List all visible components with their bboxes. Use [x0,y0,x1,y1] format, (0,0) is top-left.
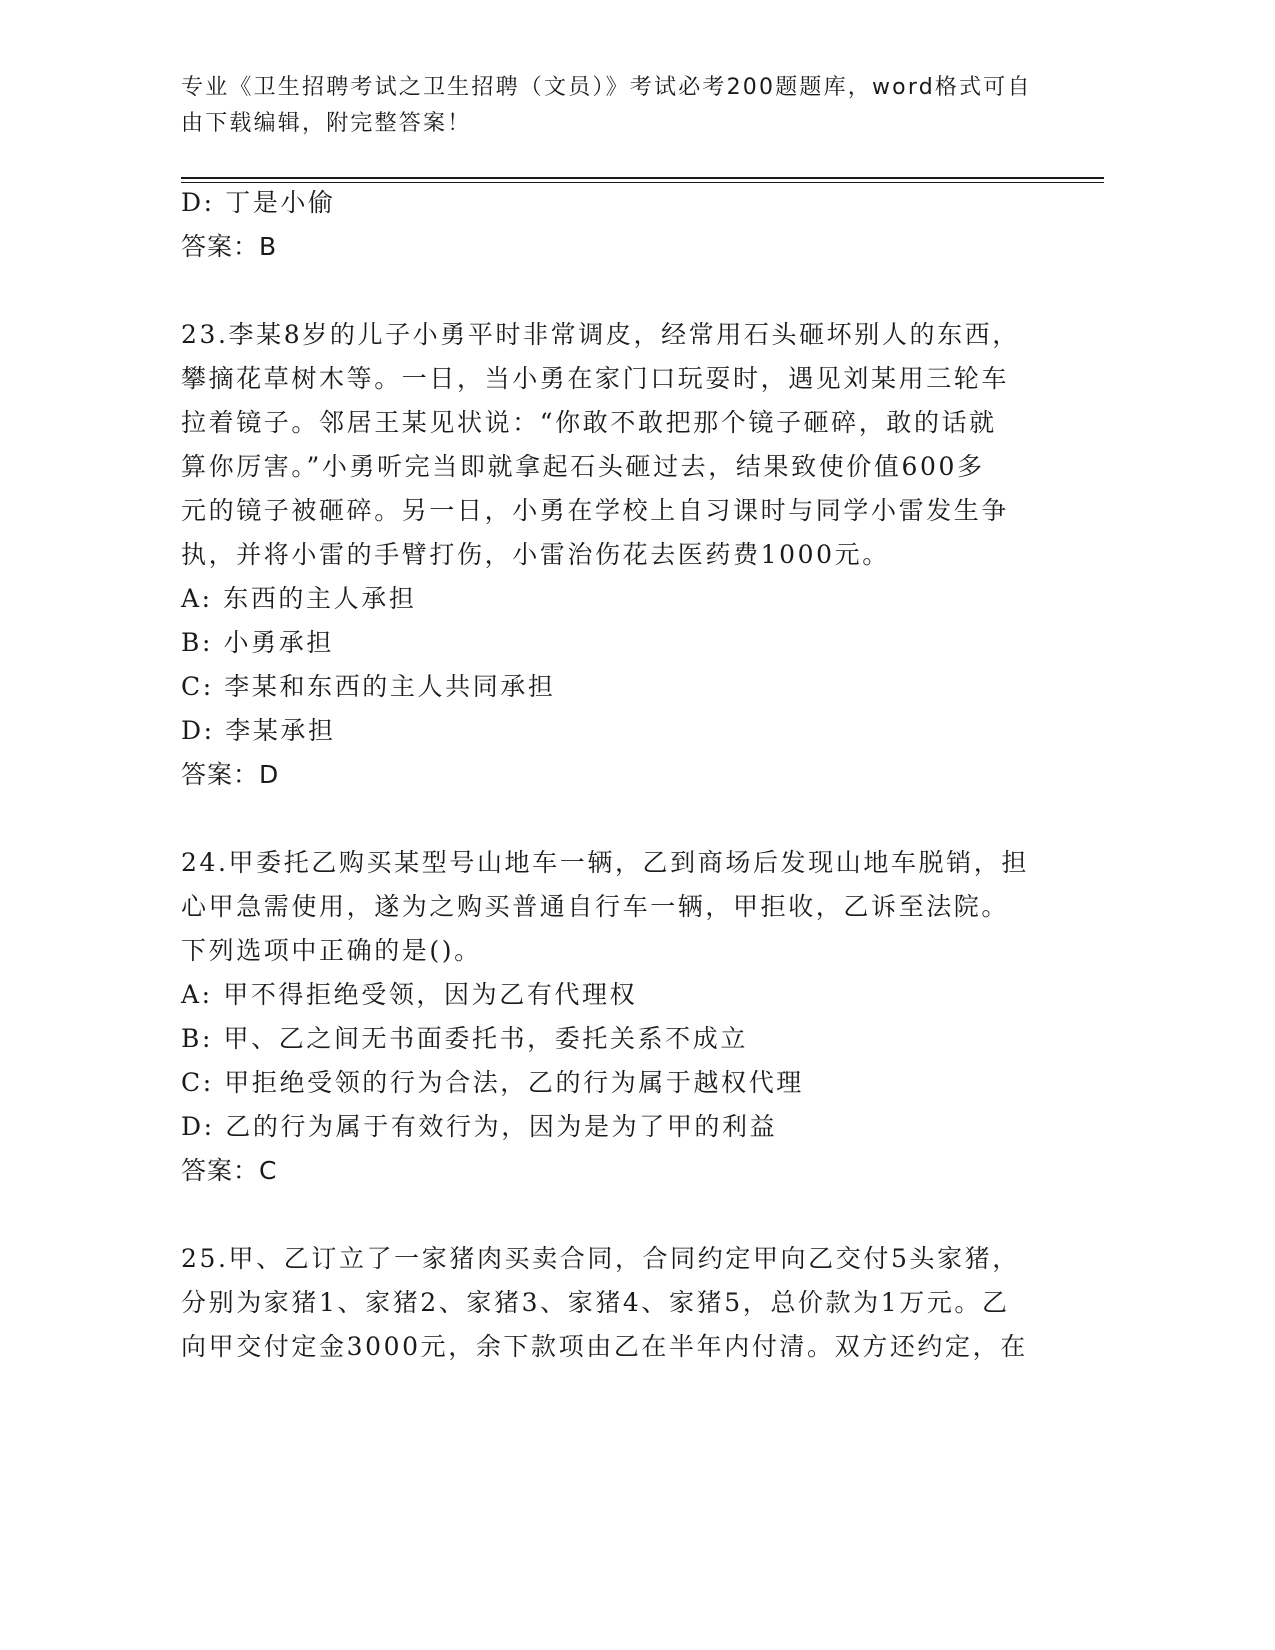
option-c: C: 甲拒绝受领的行为合法，乙的行为属于越权代理 [181,1068,804,1097]
option-b: B: 小勇承担 [181,628,334,657]
page-header [181,70,1081,142]
question-stem-line: 攀摘花草树木等。一日，当小勇在家门口玩耍时，遇见刘某用三轮车 [181,364,1010,393]
spacer [181,269,1061,313]
spacer [181,797,1061,841]
header-line-1: 专业《卫生招聘考试之卫生招聘（文员）》考试必考200题题库，word格式可自 [181,75,1032,100]
question-24 [181,841,1061,1193]
option-d: D: 丁是小偷 [181,188,336,217]
option-a: A: 东西的主人承担 [181,584,417,613]
spacer [181,1193,1061,1237]
answer-line: 答案：D [181,760,280,789]
option-a: A: 甲不得拒绝受领，因为乙有代理权 [181,980,638,1009]
question-stem-line: 算你厉害。”小勇听完当即就拿起石头砸过去，结果致使价值600多 [181,452,985,481]
answer-line: 答案：B [181,232,278,261]
question-25 [181,1237,1061,1369]
option-d: D: 李某承担 [181,716,336,745]
question-stem-line: 拉着镜子。邻居王某见状说：“你敢不敢把那个镜子砸碎，敢的话就 [181,408,997,437]
question-stem-line: 25.甲、乙订立了一家猪肉买卖合同，合同约定甲向乙交付5头家猪， [181,1244,1020,1273]
option-d: D: 乙的行为属于有效行为，因为是为了甲的利益 [181,1112,778,1141]
question-stem-line: 元的镜子被砸碎。另一日，小勇在学校上自习课时与同学小雷发生争 [181,496,1010,525]
question-stem-line: 23.李某8岁的儿子小勇平时非常调皮，经常用石头砸坏别人的东西， [181,320,1020,349]
question-23 [181,313,1061,797]
question-stem-line: 下列选项中正确的是()。 [181,936,482,965]
option-b: B: 甲、乙之间无书面委托书，委托关系不成立 [181,1024,748,1053]
option-c: C: 李某和东西的主人共同承担 [181,672,556,701]
question-stem-line: 分别为家猪1、家猪2、家猪3、家猪4、家猪5，总价款为1万元。乙 [181,1288,1010,1317]
question-stem-line: 向甲交付定金3000元，余下款项由乙在半年内付清。双方还约定，在 [181,1332,1028,1361]
question-stem-line: 执，并将小雷的手臂打伤，小雷治伤花去医药费1000元。 [181,540,890,569]
answer-line: 答案：C [181,1156,278,1185]
question-stem-line: 心甲急需使用，遂为之购买普通自行车一辆，甲拒收，乙诉至法院。 [181,892,1010,921]
previous-question-tail [181,181,1061,269]
header-rule-thick [181,177,1104,179]
document-body [181,181,1061,1369]
question-stem-line: 24.甲委托乙购买某型号山地车一辆，乙到商场后发现山地车脱销，担 [181,848,1029,877]
header-line-2: 由下载编辑，附完整答案！ [181,111,472,136]
